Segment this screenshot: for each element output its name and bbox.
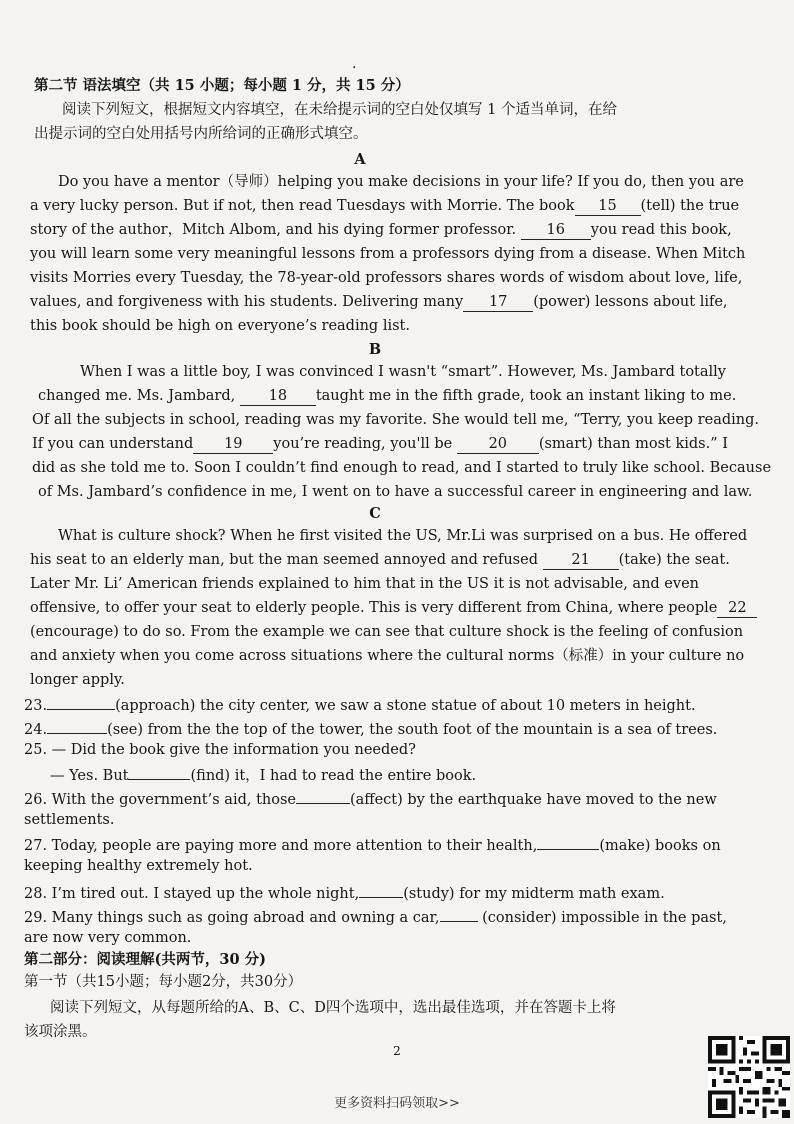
question-29: 29. Many things such as going abroad and owning a car, (consider) impossible in the past, — [24, 904, 727, 928]
passage-a-line: Do you have a mentor（导师）helping you make decisions in your life? If you do, then you are — [58, 174, 744, 190]
blank-23[interactable] — [47, 692, 115, 710]
question-26-cont: settlements. — [24, 812, 115, 828]
blank-17[interactable]: 17 — [463, 294, 533, 312]
instruction-line: 出提示词的空白处用括号内所给词的正确形式填空。 — [34, 126, 368, 142]
passage-letter-b: B — [368, 341, 382, 358]
blank-15[interactable]: 15 — [575, 198, 641, 216]
page-number: 2 — [393, 1044, 401, 1058]
blank-28[interactable] — [359, 880, 403, 898]
question-24: 24. (see) from the the top of the tower, the south foot of the mountain is a sea of trees. — [24, 716, 717, 740]
passage-b-line: If you can understand 19 you’re reading, you'll be 20 (smart) than most kids.” I — [32, 436, 728, 452]
passage-a-line: a very lucky person. But if not, then read Tuesdays with Morrie. The book 15 (tell) the true — [30, 198, 740, 214]
passage-b-line: of Ms. Jambard’s confidence in me, I went on to have a successful career in engineering and law. — [38, 484, 753, 500]
blank-27[interactable] — [537, 832, 599, 850]
blank-19[interactable]: 19 — [193, 436, 273, 454]
part-two-subtitle: 第一节（共15小题；每小题2分，共30分） — [24, 974, 303, 990]
qr-code-icon[interactable] — [708, 1036, 790, 1118]
passage-c-line: (encourage) to do so. From the example we can see that culture shock is the feeling of confusion — [30, 624, 744, 640]
passage-c-line: What is culture shock? When he first visited the US, Mr.Li was surprised on a bus. He offered — [58, 528, 748, 544]
passage-a-line: visits Morries every Tuesday, the 78-year-old professors shares words of wisdom about love, life, — [30, 270, 743, 286]
blank-16[interactable]: 16 — [521, 222, 591, 240]
blank-26[interactable] — [296, 786, 350, 804]
question-27-cont: keeping healthy extremely hot. — [24, 858, 253, 874]
section-title: 第二节 语法填空（共 15 小题；每小题 1 分，共 15 分） — [34, 77, 410, 94]
question-26: 26. With the government’s aid, those (affect) by the earthquake have moved to the new — [24, 786, 717, 810]
passage-b-line: Of all the subjects in school, reading was my favorite. She would tell me, “Terry, you keep reading. — [32, 412, 759, 428]
part-two-instruction: 阅读下列短文，从每题所给的A、B、C、D四个选项中，选出最佳选项，并在答题卡上将 — [50, 1000, 616, 1016]
instruction-line: 阅读下列短文，根据短文内容填空，在未给提示词的空白处仅填写 1 个适当单词，在给 — [62, 102, 617, 118]
passage-c-line: Later Mr. Li’ American friends explained to him that in the US it is not advisable, and even — [30, 576, 699, 592]
question-29-cont: are now very common. — [24, 930, 192, 946]
question-28: 28. I’m tired out. I stayed up the whole night, (study) for my midterm math exam. — [24, 880, 665, 904]
question-27: 27. Today, people are paying more and more attention to their health, (make) books on — [24, 832, 721, 856]
blank-20[interactable]: 20 — [457, 436, 539, 454]
part-two-instruction: 该项涂黑。 — [24, 1024, 97, 1040]
blank-29[interactable] — [440, 904, 478, 922]
blank-24[interactable] — [47, 716, 107, 734]
passage-b-line: did as she told me to. Soon I couldn’t find enough to read, and I started to truly like school. Because — [32, 460, 772, 476]
blank-25[interactable] — [128, 762, 190, 780]
passage-letter-c: C — [369, 505, 381, 522]
blank-18[interactable]: 18 — [240, 388, 316, 406]
blank-22[interactable]: 22 — [717, 600, 757, 618]
passage-a-line: this book should be high on everyone’s reading list. — [30, 318, 410, 334]
question-25: 25. — Did the book give the information you needed? — [24, 742, 416, 758]
passage-a-line: you will learn some very meaningful lessons from a professors dying from a disease. When Mitch — [30, 246, 746, 262]
question-25-answer: — Yes. But (find) it，I had to read the entire book. — [50, 762, 476, 786]
passage-c-line: and anxiety when you come across situations where the cultural norms（标准）in your culture no — [30, 648, 745, 664]
passage-c-line: longer apply. — [30, 672, 125, 688]
question-23: 23. (approach) the city center, we saw a stone statue of about 10 meters in height. — [24, 692, 696, 716]
footer-link[interactable]: 更多资料扫码领取>> — [334, 1096, 460, 1111]
exam-page: · 第二节 语法填空（共 15 小题；每小题 1 分，共 15 分） 阅读下列短文，根据短文内容填空，在未给提示词的空白处仅填写 1 个适当单词，在给 出提示词的空白处用括号内所给词的正确形式填空。 A Do you have a mentor（导师）helping you make decisions in your life? If you do, then you are a very lucky person. But if not, then read Tuesdays with Morrie. The book 15 (tell) the true story of the author，Mitch Albom, and his dying former professor. 16 you read this book, you will learn some very meaningful lessons from a professors dying from a disease. When Mitch visits Morries every Tuesday, the 78-year-old professors shares words of wisdom about love, life, values, and forgiveness with his students. Delivering many 17 (power) lessons about life, this book should be high on everyone’s reading list. B When I was a little boy, I was convinced I wasn't “smart”. However, Ms. Jambard totally changed me. Ms. Jambard, 18 taught me in the fifth grade, took an instant liking to me. Of all the subjects in school, reading was my favorite. She would tell me, “Terry, you keep reading. If you can understand 19 you’re reading, you'll be 20 (smart) than most kids.” I did as she told me to. Soon I couldn’t find enough to read, and I started to truly like school. Because of Ms. Jambard’s confidence in me, I went on to have a successful career in engineering and law. C What is culture shock? When he first visited the US, Mr.Li was surprised on a bus. He offered his seat to an elderly man, but the man seemed annoyed and refused 21 (take) the seat. Later Mr. Li’ American friends explained to him that in the US it is not advisable, and even offensive, to offer your seat to elderly people. This is very different from China, where people 22 (encourage) to do so. From the example we can see that culture shock is the feeling of confusion and anxiety when you come across situations where the cultural norms（标准）in your culture no longer apply. 23. (approach) the city center, we saw a stone statue of about 10 meters in height. 24. (see) from the the top of the tower, the south foot of the mountain is a sea of trees. 25. — Did the book give the information you needed? — Yes. But (find) it，I had to read the entire book. 26. With the government’s aid, those (affect) by the earthquake have moved to the new settlements. 27. Today, people are paying more and more attention to their health, (make) books on keeping healthy extremely hot. 28. I’m tired out. I stayed up the whole night, (study) for my midterm math exam. 29. Many things such as going abroad and owning a car, (consider) impossible in the past, are now very common. 第二部分：阅读理解(共两节，30 分) 第一节（共15小题；每小题2分，共30分） 阅读下列短文，从每题所给的A、B、C、D四个选项中，选出最佳选项，并在答题卡上将 该项涂黑。 2 更多资料扫码领取>> — [0, 0, 794, 1124]
passage-letter-a: A — [354, 151, 366, 168]
passage-a-line: story of the author，Mitch Albom, and his dying former professor. 16 you read this book, — [30, 222, 732, 238]
blank-21[interactable]: 21 — [543, 552, 619, 570]
part-two-title: 第二部分：阅读理解(共两节，30 分) — [24, 951, 266, 968]
passage-c-line: offensive, to offer your seat to elderly people. This is very different from China, where people 22 — [30, 598, 757, 618]
passage-b-line: changed me. Ms. Jambard, 18 taught me in the fifth grade, took an instant liking to me. — [38, 388, 737, 404]
passage-b-line: When I was a little boy, I was convinced I wasn't “smart”. However, Ms. Jambard totally — [80, 364, 727, 380]
passage-a-line: values, and forgiveness with his students. Delivering many 17 (power) lessons about life, — [30, 294, 728, 310]
passage-c-line: his seat to an elderly man, but the man seemed annoyed and refused 21 (take) the seat. — [30, 552, 730, 568]
